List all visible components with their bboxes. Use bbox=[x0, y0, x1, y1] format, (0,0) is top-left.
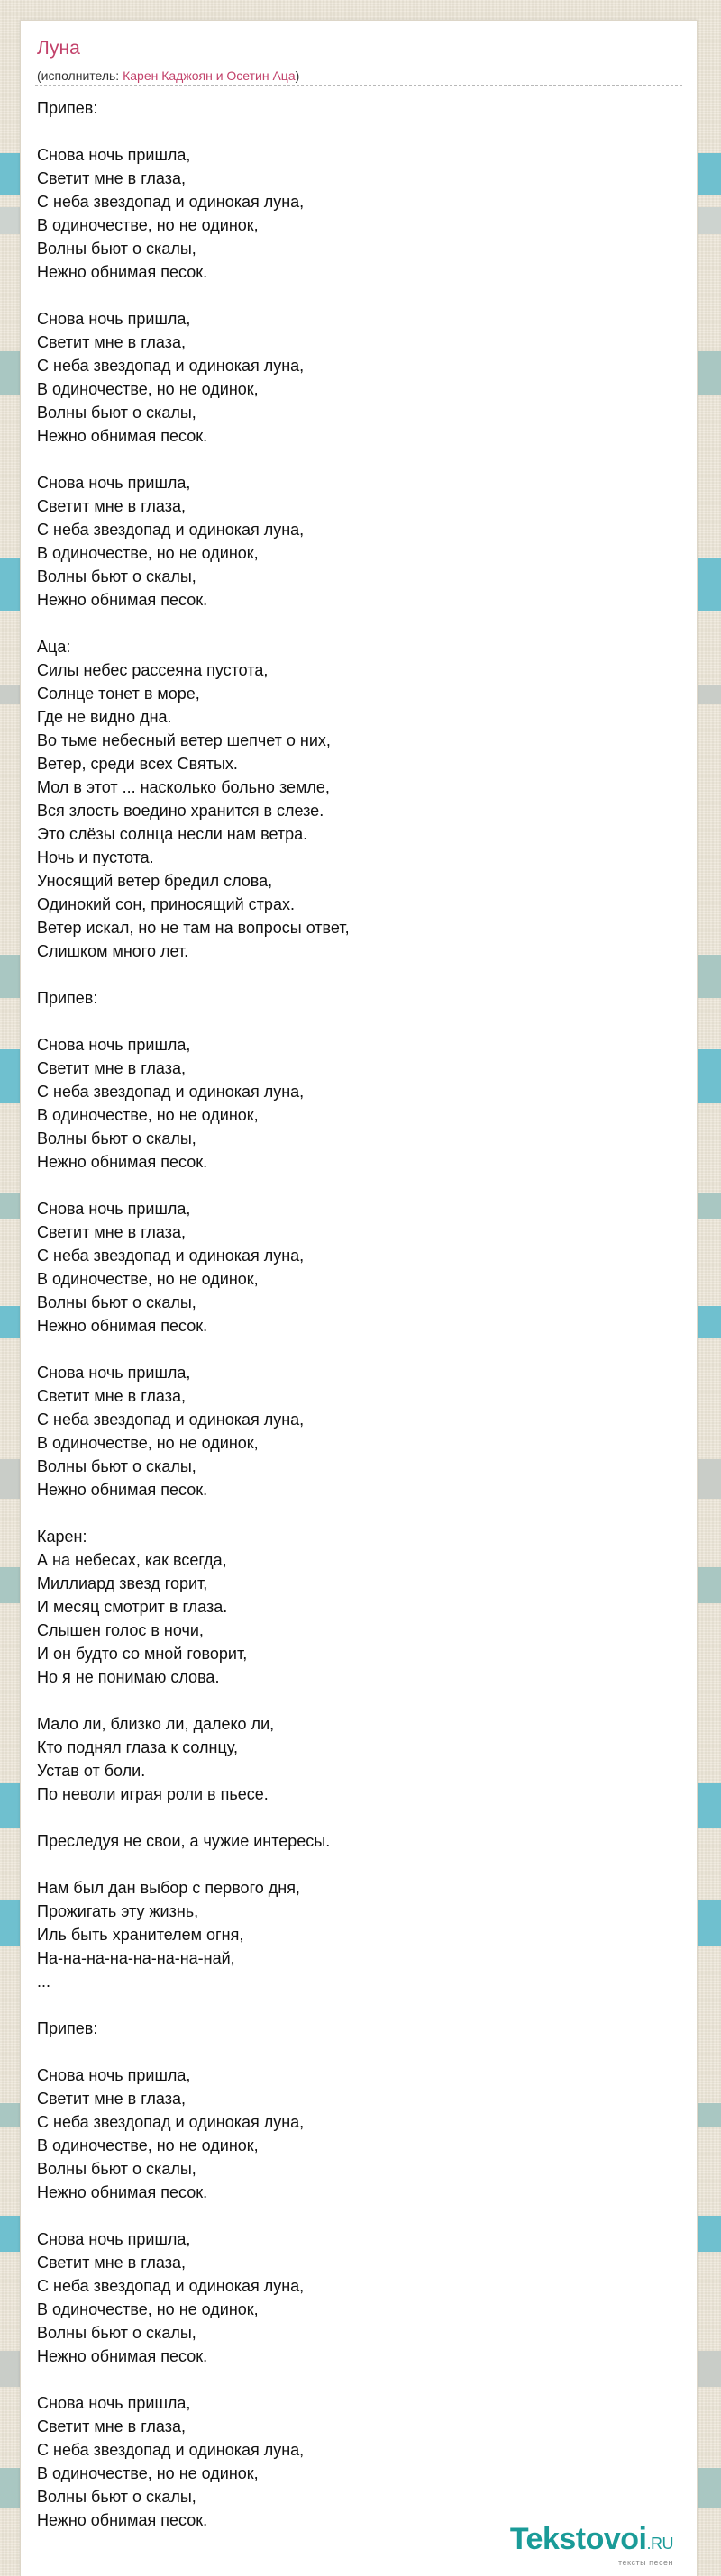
brand-tld: .RU bbox=[646, 2535, 673, 2553]
title-divider bbox=[35, 85, 682, 86]
artist-suffix: ) bbox=[295, 68, 300, 83]
brand-tagline: тексты песен bbox=[617, 2558, 673, 2567]
lyrics-text: Припев: Снова ночь пришла, Светит мне в глаза, С неба звездопад и одинокая луна, В одиночестве, но не одинок, Волны бьют о скалы, Нежно обнимая песок. Снова ночь пришла, Светит мне в глаза, С неба звездопад и одинокая луна, В одиночестве, но не одинок, Волны бьют о скалы, Нежно обнимая песок. Снова ночь пришла, Светит мне в глаза, С неба звездопад и одинокая луна, В одиночестве, но не одинок, Волны бьют о скалы, Нежно обнимая песок. Аца: Силы небес рассеяна пустота, Солнце тонет в море, Где не видно дна. Во тьме небесный ветер шепчет о них, Ветер, среди всех Святых. Мол в этот ... насколько больно земле, Вся злость воедино хранится в слезе. Это слёзы солнца несли нам ветра. Ночь и пустота. Уносящий ветер бредил слова, Одинокий сон, приносящий страх. Ветер искал, но не там на вопросы ответ, Слишком много лет. Припев: Снова ночь пришла, Светит мне в глаза, С неба звездопад и одинокая луна, В одиночестве, но не одинок, Волны бьют о скалы, Нежно обнимая песок. Снова ночь пришла, Светит мне в глаза, С неба звездопад и одинокая луна, В одиночестве, но не одинок, Волны бьют о скалы, Нежно обнимая песок. Снова ночь пришла, Светит мне в глаза, С неба звездопад и одинокая луна, В одиночестве, но не одинок, Волны бьют о скалы, Нежно обнимая песок. Карен: А на небесах, как всегда, Миллиард звезд горит, И месяц смотрит в глаза. Слышен голос в ночи, И он будто со мной говорит, Но я не понимаю слова. Мало ли, близко ли, далеко ли, Кто поднял глаза к солнцу, Устав от боли. По неволи играя роли в пьесе. Преследуя не свои, а чужие интересы. Нам был дан выбор с первого дня, Прожигать эту жизнь, Иль быть хранителем огня, На-на-на-на-на-на-на-най, ... Припев: Снова ночь пришла, Светит мне в глаза, С неба звездопад и одинокая луна, В одиночестве, но не одинок, Волны бьют о скалы, Нежно обнимая песок. Снова ночь пришла, Светит мне в глаза, С неба звездопад и одинокая луна, В одиночестве, но не одинок, Волны бьют о скалы, Нежно обнимая песок. Снова ночь пришла, Светит мне в глаза, С неба звездопад и одинокая луна, В одиночестве, но не одинок, Волны бьют о скалы, Нежно обнимая песок. bbox=[37, 99, 350, 2529]
song-title: Луна bbox=[37, 38, 80, 59]
artist-link[interactable]: Карен Каджоян и Осетин Аца bbox=[123, 68, 296, 83]
lyrics-card bbox=[20, 20, 698, 2576]
artist-prefix: (исполнитель: bbox=[37, 68, 123, 83]
brand-logo[interactable] bbox=[510, 2523, 673, 2567]
artist-line bbox=[37, 68, 299, 84]
brand-name: Tekstovoi bbox=[509, 2522, 647, 2556]
